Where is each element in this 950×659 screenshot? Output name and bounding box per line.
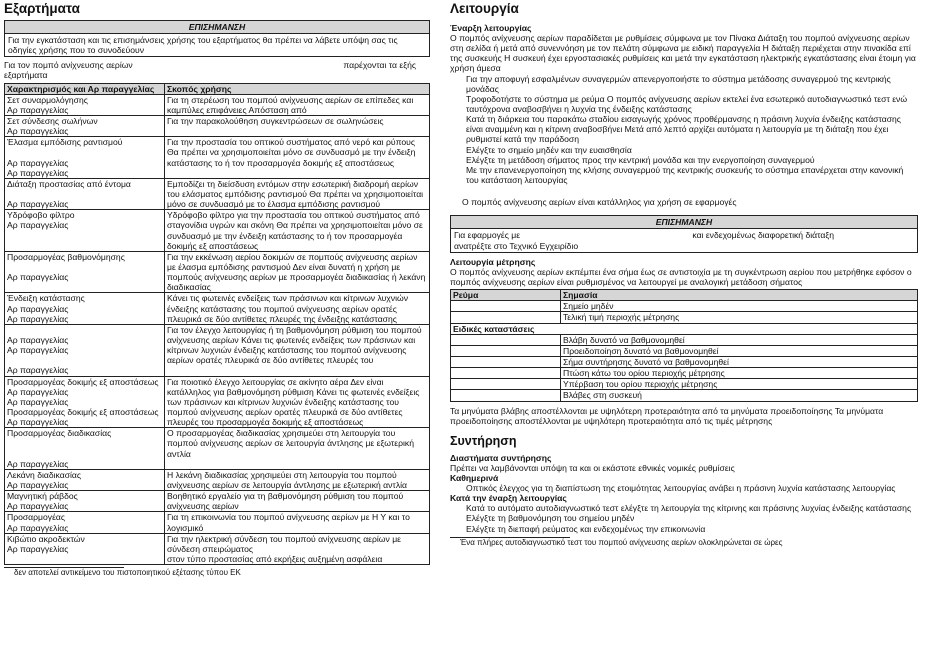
purpose-cell: Για την παρακολούθηση συγκεντρώσεων σε σωληνώσεις: [165, 116, 430, 137]
intervals-heading: Διαστήματα συντήρησης: [450, 452, 552, 463]
table-row: [5, 512, 430, 533]
daily-heading: Καθημερινά: [450, 472, 499, 483]
special-states-label: Ειδικές καταστάσεις: [451, 323, 918, 334]
header-current: Ρεύμα: [451, 290, 561, 301]
designation-cell: Λεκάνη διαδικασίας Αρ παραγγελίας: [5, 469, 165, 490]
startup2-heading: Κατά την έναρξη λειτουργίας: [450, 493, 567, 504]
purpose-cell: Για τη στερέωση του πομπού ανίχνευσης αερίων σε επίπεδες και καμπύλες επιφάνειες Απόσταση από: [165, 94, 430, 115]
designation-cell: Αρ παραγγελίας Αρ παραγγελίας Αρ παραγγελίας: [5, 324, 165, 376]
maintenance-title: Συντήρηση: [450, 433, 517, 448]
intervals-text: Πρέπει να λαμβάνονται υπόψη τα και οι εκάστοτε εθνικές νομικές ρυθμίσεις: [450, 462, 735, 473]
step-line: Για την αποφυγή εσφαλμένων συναγερμών απενεργοποιήστε το σύστημα μετάδοσης συναγερμού της κεντρικής μονάδας: [466, 73, 891, 94]
table-row: [5, 251, 430, 293]
current-cell: [451, 301, 561, 312]
intro-right: παρέχονται τα εξής: [343, 60, 416, 71]
operation-notice-body: [451, 229, 917, 251]
designation-cell: Μαγνητική ράβδος Αρ παραγγελίας: [5, 491, 165, 512]
startup-heading: Έναρξη λειτουργίας: [450, 22, 532, 33]
current-cell: [451, 390, 561, 401]
table-row: [5, 293, 430, 324]
meaning-cell: Υπέρβαση του ορίου περιοχής μέτρησης: [561, 379, 918, 390]
table-row: [5, 469, 430, 490]
intro-left: Για τον πομπό ανίχνευσης αερίων: [4, 60, 133, 71]
meaning-cell: Προειδοποίηση δυνατό να βαθμονομηθεί: [561, 345, 918, 356]
designation-cell: Προσαρμογέας διαδικασίας Αρ παραγγελίας: [5, 428, 165, 470]
accessories-table-body: [5, 94, 430, 564]
signal-row: [451, 368, 918, 379]
notice-body-left: Για εφαρμογές με: [454, 230, 521, 241]
operation-title: Λειτουργία: [450, 1, 519, 16]
purpose-cell: Η λεκάνη διαδικασίας χρησιμεύει στη λειτουργία του πομπού ανίχνευσης αερίων σε λειτουργία άντλησης με εξωτερική αντλία: [165, 469, 430, 490]
notice-body-right: και ενδεχομένως διαφορετική διάταξη: [692, 230, 834, 241]
table-row: [5, 428, 430, 470]
step-line: Κατά το αυτόματο αυτοδιαγνωστικό τεστ ελέγξτε τη λειτουργία της κίτρινης και πράσινης λυχνίας ένδειξης κατάστασης: [466, 503, 912, 514]
table-row: [5, 533, 430, 564]
signal-row: [451, 357, 918, 368]
designation-cell: Ένδειξη κατάστασης Αρ παραγγελίας Αρ παραγγελίας: [5, 293, 165, 324]
suitability-text: Ο πομπός ανίχνευσης αερίων είναι κατάλληλος για χρήση σε εφαρμογές: [462, 197, 737, 208]
operation-notice: [450, 215, 918, 252]
purpose-cell: Για τον έλεγχο λειτουργίας ή τη βαθμονόμηση ρύθμιση του πομπού ανίχνευσης αερίων Κάνει τις φωτεινές ενδείξεις των πράσινων και κίτρινων λυχνιών ένδειξης κατάστασης του πομπού ανίχνευσης αερίων ορατές πλευρικά σε δύο αντίθετες πλευρές του: [165, 324, 430, 376]
purpose-cell: Για ποιοτικό έλεγχο λειτουργίας σε ακίνητο αέρα Δεν είναι κατάλληλος για βαθμονόμηση ρύθμιση Κάνει τις φωτεινές ενδείξεις των πράσινων και κίτρινων λυχνιών ένδειξης κατάστασης του πομπού ανίχνευσης αερίων ορατές πλευρικά σε δύο αντίθετες πλευρές του προσαρμογέα δοκιμής εξ αποστάσεως: [165, 376, 430, 428]
designation-cell: Σετ συναρμολόγησης Αρ παραγγελίας: [5, 94, 165, 115]
current-cell: [451, 357, 561, 368]
table-row: [5, 94, 430, 115]
accessories-notice: [4, 20, 430, 57]
header-designation: Χαρακτηρισμός και Αρ παραγγελίας: [5, 83, 165, 94]
notice-body: Για την εγκατάσταση και τις επισημάνσεις χρήσης του εξαρτήματος θα πρέπει να λάβετε υπόψη σας τις οδηγίες χρήσης που το συνοδεύουν: [8, 35, 398, 56]
step-line: Κατά τη διάρκεια του παρακάτω σταδίου εισαγωγής χρόνος προθέρμανσης η πράσινη λυχνία ένδειξης κατάστασης είναι αναμμένη και η κίτρινη αναβοσβήνει Μετά από λεπτό αρχίζει αυτόματα η λειτουργία με τη διάταξη που έχει ρυθμιστεί κατά την παράδοση: [466, 114, 901, 145]
accessories-intro: [4, 60, 430, 70]
meaning-cell: Βλάβη δυνατό να βαθμονομηθεί: [561, 334, 918, 345]
purpose-cell: Για τη επικοινωνία του πομπού ανίχνευσης αερίων με Η Υ και το λογισμικό: [165, 512, 430, 533]
designation-cell: Κιβώτιο ακροδεκτών Αρ παραγγελίας: [5, 533, 165, 564]
current-cell: [451, 312, 561, 323]
signal-row: [451, 312, 918, 323]
measuring-text: Ο πομπός ανίχνευσης αερίων εκπέμπει ένα σήμα έως σε αντιστοιχία με τη συγκέντρωση αερίου που μετρήθηκε εφόσον ο πομπός ανίχνευσης αερίων είναι ρυθμισμένος να λειτουργεί με αναλογική μετάδοση σήματος: [450, 266, 912, 288]
designation-cell: Σετ σύνδεσης σωλήνων Αρ παραγγελίας: [5, 116, 165, 137]
designation-cell: Υδρόφοβο φίλτρο Αρ παραγγελίας: [5, 210, 165, 252]
meaning-cell: Τελική τιμή περιοχής μέτρησης: [561, 312, 918, 323]
designation-cell: Διάταξη προστασίας από έντομα Αρ παραγγελίας: [5, 178, 165, 209]
notice-title: ΕΠΙΣΗΜΑΝΣΗ: [5, 21, 429, 34]
purpose-cell: Υδρόφοβο φίλτρο για την προστασία του οπτικού συστήματος από σταγονίδια υγρών και σκόνη Θα πρέπει να χρησιμοποιείται μόνο σε συνδυασμό με την ένδειξη κατάστασης το ή τον προσαρμογέα δοκιμής εξ αποστάσεως: [165, 210, 430, 252]
current-cell: [451, 334, 561, 345]
table-row: [5, 137, 430, 179]
purpose-cell: Για την εκκένωση αερίου δοκιμών σε πομπούς ανίχνευσης αερίων με έλασμα εμπόδισης ραντισμού Δεν είναι δυνατή η χρήση με πομπούς ανίχνευσης αερίων με προσαρμογέα διαδικασίας ή λεκάνη διαδικασίας: [165, 251, 430, 293]
meaning-cell: Πτώση κάτω του ορίου περιοχής μέτρησης: [561, 368, 918, 379]
purpose-cell: Για την ηλεκτρική σύνδεση του πομπού ανίχνευσης αερίων με σύνδεση σπειρώματος στον τύπο προστασίας από εκρήξεις αυξημένη ασφάλεια: [165, 533, 430, 564]
left-footnote: δεν αποτελεί αντικείμενο του πιστοποιητικού εξέτασης τύπου ΕΚ: [14, 568, 241, 578]
step-line: Ελέγξτε τη βαθμονόμηση του σημείου μηδέν: [466, 513, 635, 524]
current-cell: [451, 368, 561, 379]
right-column: [450, 0, 918, 547]
table-row: [5, 491, 430, 512]
table-row: [5, 376, 430, 428]
meaning-cell: Σημείο μηδέν: [561, 301, 918, 312]
intro-continued: εξαρτήματα: [4, 70, 48, 81]
signal-row: [451, 379, 918, 390]
signal-row: [451, 301, 918, 312]
startup-steps: [450, 74, 918, 186]
measuring-heading: Λειτουργία μέτρησης: [450, 256, 536, 267]
step-line: Τροφοδοτήστε το σύστημα με ρεύμα Ο πομπός ανίχνευσης αερίων εκτελεί ένα εσωτερικό αυτοδιαγνωστικό τεστ ενώ ταυτόχρονα αναβοσβήνει η λυχνία της ένδειξης κατάστασης: [466, 93, 908, 115]
purpose-cell: Ο προσαρμογέας διαδικασίας χρησιμεύει στη λειτουργία του πομπού ανίχνευσης αερίων σε λειτουργία άντλησης με εξωτερική αντλία: [165, 428, 430, 470]
special-states-row: [451, 323, 918, 334]
startup-text: Ο πομπός ανίχνευσης αερίων παραδίδεται με ρυθμίσεις σύμφωνα με τον Πίνακα Διάταξη του πομπού ανίχνευσης αερίων στη σελίδα ή μετά από συνεννόηση με τον πελάτη σύμφωνα με ειδική παραγγελία Η διάταξη περιέχεται στην πινακίδα επί της συσκευής Η συσκευή έχει εργοστασιακές ρυθμίσεις και μετά την εγκατάσταση ηλεκτρικής εγκατάστασης είναι έτοιμη για χρήση άμεσα: [450, 33, 916, 74]
daily-text: Οπτικός έλεγχος για τη διαπίστωση της ετοιμότητας λειτουργίας ανάβει η πράσινη λυχνία κατάστασης λειτουργίας: [466, 483, 896, 494]
purpose-cell: Εμποδίζει τη διείσδυση εντόμων στην εσωτερική διαδρομή αερίων του ελάσματος εμπόδισης ραντισμού Θα πρέπει να χρησιμοποιείται μόνο σε συνδυασμό με το έλασμα εμπόδισης ραντισμού: [165, 178, 430, 209]
step-line: Με την επανενεργοποίηση της κλήσης συναγερμού της κεντρικής συσκευής το σύστημα επανέρχεται στην κανονική του κατάσταση λειτουργίας: [466, 164, 904, 186]
notice-body-continued: ανατρέξτε στο Τεχνικό Εγχειρίδιο: [454, 240, 579, 251]
operation-notice-title: ΕΠΙΣΗΜΑΝΣΗ: [451, 216, 917, 229]
purpose-cell: Βοηθητικό εργαλείο για τη βαθμονόμηση ρύθμιση του πομπού ανίχνευσης αερίων: [165, 491, 430, 512]
signal-header-row: [451, 290, 918, 301]
step-line: Ελέγξτε το σημείο μηδέν και την ευαισθησία: [466, 144, 632, 155]
designation-cell: Προσαρμογέας βαθμονόμησης Αρ παραγγελίας: [5, 251, 165, 293]
signal-table: [450, 289, 918, 401]
designation-cell: Έλασμα εμπόδισης ραντισμού Αρ παραγγελίας Αρ παραγγελίας: [5, 137, 165, 179]
current-cell: [451, 379, 561, 390]
table-row: [5, 210, 430, 252]
signal-table-body: [451, 301, 918, 401]
purpose-cell: Κάνει τις φωτεινές ενδείξεις των πράσινων και κίτρινων λυχνιών ένδειξης κατάστασης του πομπού ανίχνευσης αερίων ορατές πλευρικά σε δύο αντίθετες πλευρές της ένδειξης κατάστασης: [165, 293, 430, 324]
signal-row: [451, 390, 918, 401]
signal-note: Τα μηνύματα βλάβης αποστέλλονται με υψηλότερη προτεραιότητα από τα μηνύματα προειδοποίησης Τα μηνύματα προειδοποίησης αποστέλλονται με υψηλότερη προτεραιότητα από τις τιμές μέτρησης: [450, 405, 884, 426]
purpose-cell: Για την προστασία του οπτικού συστήματος από νερό και ρύπους Θα πρέπει να χρησιμοποιείται μόνο σε συνδυασμό με την ένδειξη κατάστασης το ή τον προσαρμογέα δοκιμής εξ αποστάσεως: [165, 137, 430, 179]
designation-cell: Προσαρμογέας Αρ παραγγελίας: [5, 512, 165, 533]
header-meaning: Σημασία: [561, 290, 918, 301]
current-cell: [451, 345, 561, 356]
left-column: [4, 0, 430, 578]
accessories-table: [4, 83, 430, 565]
table-header-row: [5, 83, 430, 94]
right-footnote: Ένα πλήρες αυτοδιαγνωστικό τεστ του πομπού ανίχνευσης αερίων ολοκληρώνεται σε ώρες: [460, 537, 783, 547]
meaning-cell: Βλάβες στη συσκευή: [561, 390, 918, 401]
table-row: [5, 116, 430, 137]
designation-cell: Προσαρμογέας δοκιμής εξ αποστάσεως Αρ παραγγελίας Αρ παραγγελίας Προσαρμογέας δοκιμής εξ αποστάσεως Αρ παραγγελίας: [5, 376, 165, 428]
startup2-steps: [450, 503, 918, 533]
accessories-title: Εξαρτήματα: [4, 1, 80, 16]
table-row: [5, 324, 430, 376]
header-purpose: Σκοπός χρήσης: [165, 83, 430, 94]
signal-row: [451, 345, 918, 356]
meaning-cell: Σήμα συντήρησης δυνατό να βαθμονομηθεί: [561, 357, 918, 368]
table-row: [5, 178, 430, 209]
signal-row: [451, 334, 918, 345]
step-line: Ελέγξτε τη διεπαφή ρεύματος και ενδεχομένως την επικοινωνία: [466, 523, 706, 534]
step-line: Ελέγξτε τη μετάδοση σήματος προς την κεντρική μονάδα και την ενεργοποίηση συναγερμού: [466, 154, 815, 165]
